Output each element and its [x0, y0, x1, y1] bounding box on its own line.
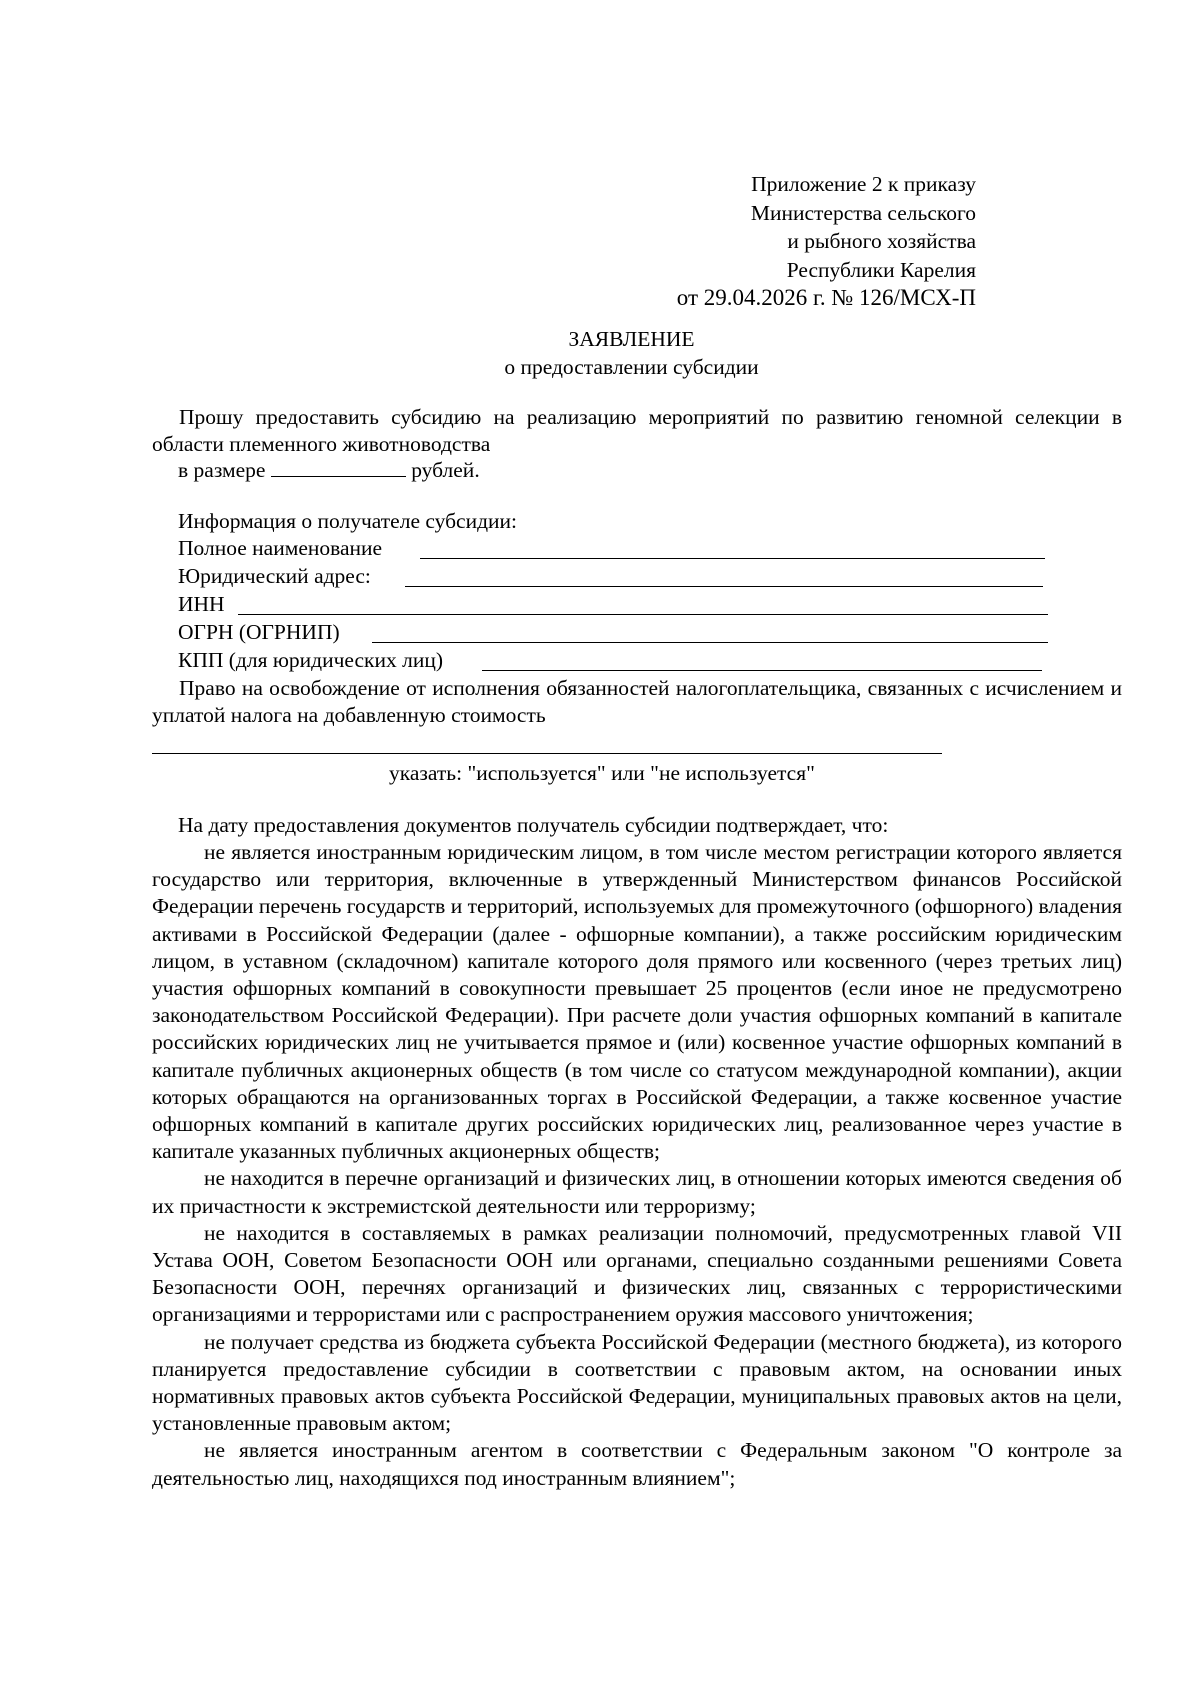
confirmation-item: не является иностранным агентом в соответствии с Федеральным законом "О контроле за деятельностью лиц, находящихся под иностранным влиянием"; [152, 1438, 1122, 1490]
header-line: Республики Карелия [786, 257, 976, 282]
confirmation-item: не является иностранным юридическим лицом, в том числе местом регистрации которого является государство или территория, включенные в утвержденный Министерством финансов Российской Федерации перечень государств и территорий, используемых для промежуточного (офшорного) владения активами в Российской Федерации (далее - офшорные компании), а также российским юридическим лицом, в уставном (складочном) капитале которого доля прямого или косвенного (через третьих лиц) участия офшорных компаний в совокупности превышает 25 процентов (если иное не предусмотрено законодательством Российской Федерации). При расчете доли участия офшорных компаний в капитале российских юридических лиц не учитывается прямое и (или) косвенное участие офшорных компаний в капитале публичных акционерных обществ (в том числе со статусом международной компании), акции которых обращаются на организованных торгах в Российской Федерации, а также косвенное участие офшорных компаний в капитале других российских юридических лиц, реализованное через участие в капитале указанных публичных акционерных обществ; [152, 840, 1122, 1164]
request-text: Прошу предоставить субсидию на реализацию мероприятий по развитию геномной селекции в области племенного животноводства [152, 405, 1122, 457]
confirmation-item: не находится в перечне организаций и физических лиц, в отношении которых имеются сведения об их причастности к экстремистской деятельности или терроризму; [152, 1166, 1122, 1218]
field-full-name [178, 535, 382, 562]
amount-suffix: рублей. [411, 458, 480, 482]
field-label: Юридический адрес: [178, 564, 371, 588]
field-label: ИНН [178, 592, 225, 616]
field-inn [178, 591, 225, 618]
field-label: Полное наименование [178, 536, 383, 560]
field-label: ОГРН (ОГРНИП) [178, 620, 340, 644]
full-name-input-line[interactable] [420, 537, 1045, 559]
field-kpp [178, 647, 443, 674]
vat-paragraph [152, 675, 1122, 729]
approval-header [677, 170, 976, 313]
vat-text: Право на освобождение от исполнения обязанностей налогоплательщика, связанных с исчислением и уплатой налога на добавленную стоимость [152, 676, 1122, 728]
ogrn-input-line[interactable] [372, 621, 1048, 643]
confirmation-list [152, 839, 1122, 1492]
request-paragraph [152, 404, 1122, 458]
kpp-input-line[interactable] [482, 649, 1042, 671]
header-line: Министерства сельского [750, 200, 976, 225]
amount-input-line[interactable] [271, 458, 406, 477]
confirmation-item: не находится в составляемых в рамках реализации полномочий, предусмотренных главой VII Устава ООН, Советом Безопасности ООН или органами, специально созданными решениями Совета Безопасности ООН, перечнях организаций и физических лиц, связанных с террористическими организациями и террористами или с распространением оружия массового уничтожения; [152, 1220, 1122, 1327]
document-subtitle: о предоставлении субсидии [504, 355, 759, 379]
vat-input-line[interactable] [152, 753, 942, 754]
header-line: и рыбного хозяйства [787, 229, 976, 253]
amount-prefix: в размере [178, 458, 266, 482]
inn-input-line[interactable] [238, 593, 1048, 615]
confirmation-intro: На дату предоставления документов получатель субсидии подтверждает, что: [178, 813, 889, 837]
field-legal-address [178, 563, 371, 590]
field-label: КПП (для юридических лиц) [178, 648, 444, 672]
legal-address-input-line[interactable] [405, 565, 1043, 587]
confirmation-item: не получает средства из бюджета субъекта Российской Федерации (местного бюджета), из которого планируется предоставление субсидии в соответствии с правовым актом, на основании иных нормативных правовых актов субъекта Российской Федерации, муниципальных правовых актов на цели, установленные правовым актом; [152, 1329, 1122, 1436]
document-title: ЗАЯВЛЕНИЕ [568, 327, 695, 351]
field-ogrn [178, 619, 340, 646]
vat-hint: указать: "используется" или "не используется" [389, 761, 815, 785]
header-line: Приложение 2 к приказу [751, 172, 976, 196]
recipient-heading: Информация о получателе субсидии: [178, 509, 518, 533]
header-date-line: от 29.04.2026 г. № 126/МСХ-П [676, 285, 976, 310]
amount-line [178, 457, 480, 484]
